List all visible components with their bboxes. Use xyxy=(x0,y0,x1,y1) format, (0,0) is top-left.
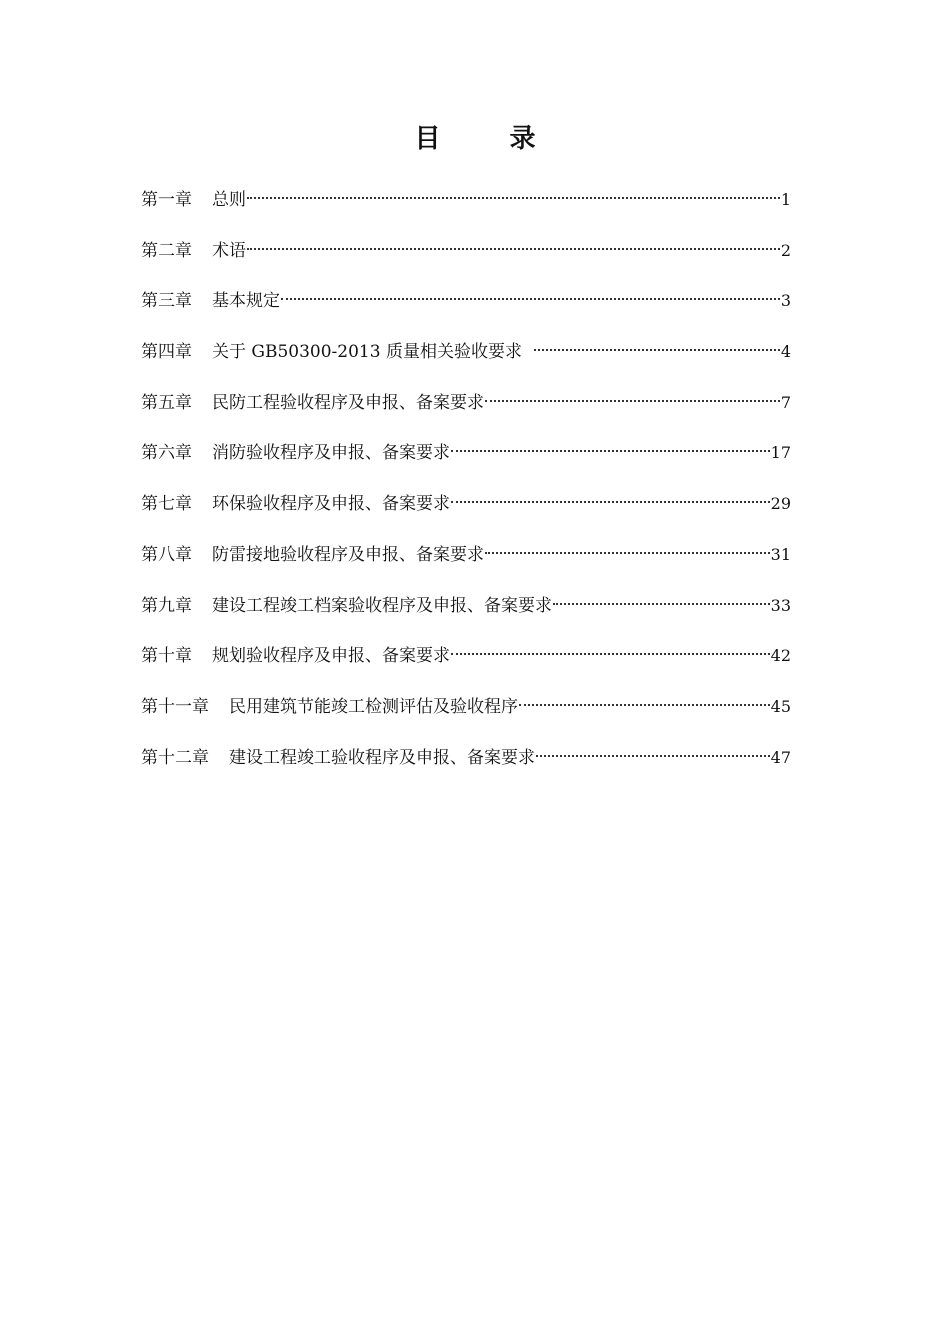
toc-entry[interactable] xyxy=(141,744,791,795)
toc-page-number: 47 xyxy=(770,747,791,767)
toc-chapter-label: 第九章 xyxy=(141,595,192,616)
dot-leader xyxy=(247,196,780,199)
toc-entry[interactable] xyxy=(141,693,791,744)
toc-page-number: 42 xyxy=(770,646,791,666)
toc-chapter-label: 第三章 xyxy=(141,291,192,312)
toc-entry[interactable] xyxy=(141,287,791,338)
dot-leader xyxy=(281,297,780,300)
toc-chapter-label: 第八章 xyxy=(141,544,192,565)
toc-entry-title: 防雷接地验收程序及申报、备案要求 xyxy=(212,544,484,565)
toc-entry-title: 规划验收程序及申报、备案要求 xyxy=(212,646,450,667)
toc-page-number: 29 xyxy=(770,494,791,514)
toc-chapter-label: 第十一章 xyxy=(141,696,209,717)
dot-leader xyxy=(485,551,770,554)
dot-leader xyxy=(519,703,770,706)
toc-page-number: 45 xyxy=(770,696,791,716)
toc-entry[interactable] xyxy=(141,237,791,288)
toc-entry[interactable] xyxy=(141,186,791,237)
table-of-contents xyxy=(141,186,791,794)
toc-entry[interactable] xyxy=(141,389,791,440)
toc-chapter-label: 第七章 xyxy=(141,494,192,515)
toc-page-number: 3 xyxy=(780,291,791,311)
dot-leader xyxy=(451,652,770,655)
toc-entry-title: 民用建筑节能竣工检测评估及验收程序 xyxy=(229,696,518,717)
toc-chapter-label: 第五章 xyxy=(141,392,192,413)
toc-chapter-label: 第六章 xyxy=(141,443,192,464)
dot-leader xyxy=(553,602,770,605)
toc-entry-title: 建设工程竣工验收程序及申报、备案要求 xyxy=(229,747,535,768)
toc-entry-title: 建设工程竣工档案验收程序及申报、备案要求 xyxy=(212,595,552,616)
toc-page-number: 2 xyxy=(780,240,791,260)
toc-entry-title: 总则 xyxy=(212,190,246,210)
toc-chapter-label: 第十章 xyxy=(141,646,192,667)
toc-entry[interactable] xyxy=(141,490,791,541)
toc-entry[interactable] xyxy=(141,541,791,592)
page-title: 目 录 xyxy=(414,124,566,154)
toc-entry[interactable] xyxy=(141,439,791,490)
dot-leader xyxy=(534,348,780,351)
toc-entry[interactable] xyxy=(141,338,791,389)
toc-chapter-label: 第十二章 xyxy=(141,747,209,768)
toc-page-number: 31 xyxy=(770,544,791,564)
toc-entry[interactable] xyxy=(141,592,791,643)
toc-page-number: 7 xyxy=(780,392,791,412)
toc-entry-title: 术语 xyxy=(212,240,246,261)
toc-page-number: 4 xyxy=(780,342,791,362)
dot-leader xyxy=(451,500,770,503)
toc-entry-title: 消防验收程序及申报、备案要求 xyxy=(212,443,450,464)
toc-entry-title: 民防工程验收程序及申报、备案要求 xyxy=(212,392,484,413)
toc-entry-title: 环保验收程序及申报、备案要求 xyxy=(212,494,450,515)
toc-entry-title: 关于 GB50300-2013 质量相关验收要求 xyxy=(212,342,522,363)
dot-leader xyxy=(485,399,780,402)
toc-page-number: 1 xyxy=(780,190,791,209)
dot-leader xyxy=(247,247,780,250)
toc-entry[interactable] xyxy=(141,642,791,693)
toc-page-number: 17 xyxy=(770,443,791,463)
toc-entry-title: 基本规定 xyxy=(212,291,280,312)
toc-chapter-label: 第二章 xyxy=(141,240,192,261)
dot-leader xyxy=(451,449,770,452)
toc-page-number: 33 xyxy=(770,595,791,615)
dot-leader xyxy=(536,754,770,757)
toc-chapter-label: 第一章 xyxy=(141,190,192,210)
toc-chapter-label: 第四章 xyxy=(141,342,192,363)
